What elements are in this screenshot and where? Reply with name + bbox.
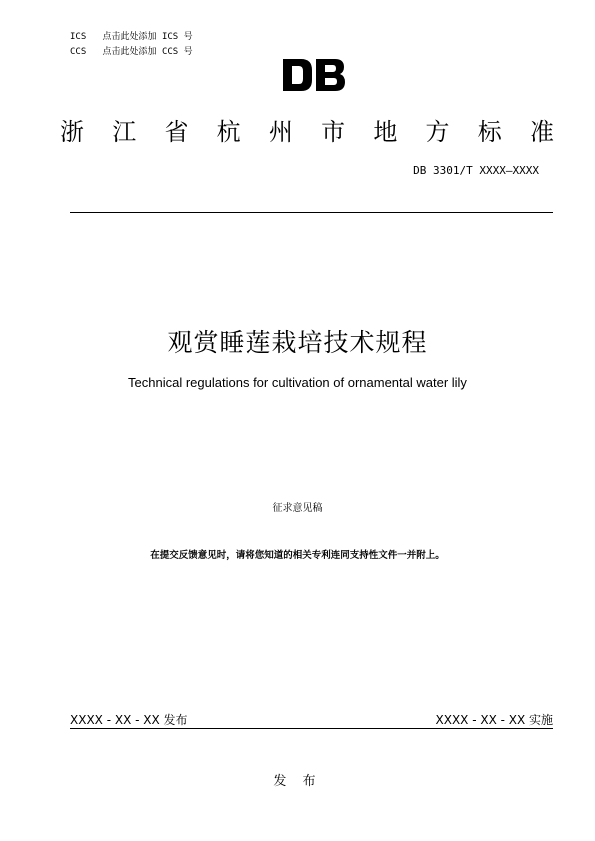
draft-label: 征求意见稿 [272,503,323,514]
standard-title-char: 方 [425,118,450,146]
standard-title-char: 州 [268,118,293,146]
implement-date: XXXX - XX - XX 实施 [435,713,553,727]
standard-title-char: 江 [112,118,137,146]
document-title-cn: 观赏睡莲栽培技术规程 [167,328,428,357]
bottom-divider [70,728,553,729]
db-logo [281,58,347,92]
standard-title-char: 地 [373,118,398,146]
document-title-en: Technical regulations for cultivation of ornamental water lily [128,375,467,390]
ics-placeholder[interactable]: 点击此处添加 ICS 号 [102,32,193,42]
ccs-line [70,44,193,57]
standard-title-char: 杭 [216,118,241,146]
release-date: XXXX - XX - XX 发布 [70,713,188,727]
publisher-label: 发 布 [273,774,322,789]
standard-number: DB 3301/T XXXX—XXXX [413,164,539,177]
standard-title [60,112,554,147]
standard-title-char: 省 [164,118,189,146]
standard-title-char: 准 [529,118,554,146]
patent-notice: 在提交反馈意见时，请将您知道的相关专利连同支持性文件一并附上。 [150,550,445,561]
top-divider [70,212,553,213]
ics-label: ICS [70,32,87,42]
ccs-placeholder[interactable]: 点击此处添加 CCS 号 [102,47,193,57]
standard-title-char: 浙 [60,118,84,146]
standard-title-char: 标 [477,118,502,146]
ics-line [70,29,193,42]
ccs-label: CCS [70,47,87,57]
standard-title-char: 市 [321,118,346,146]
